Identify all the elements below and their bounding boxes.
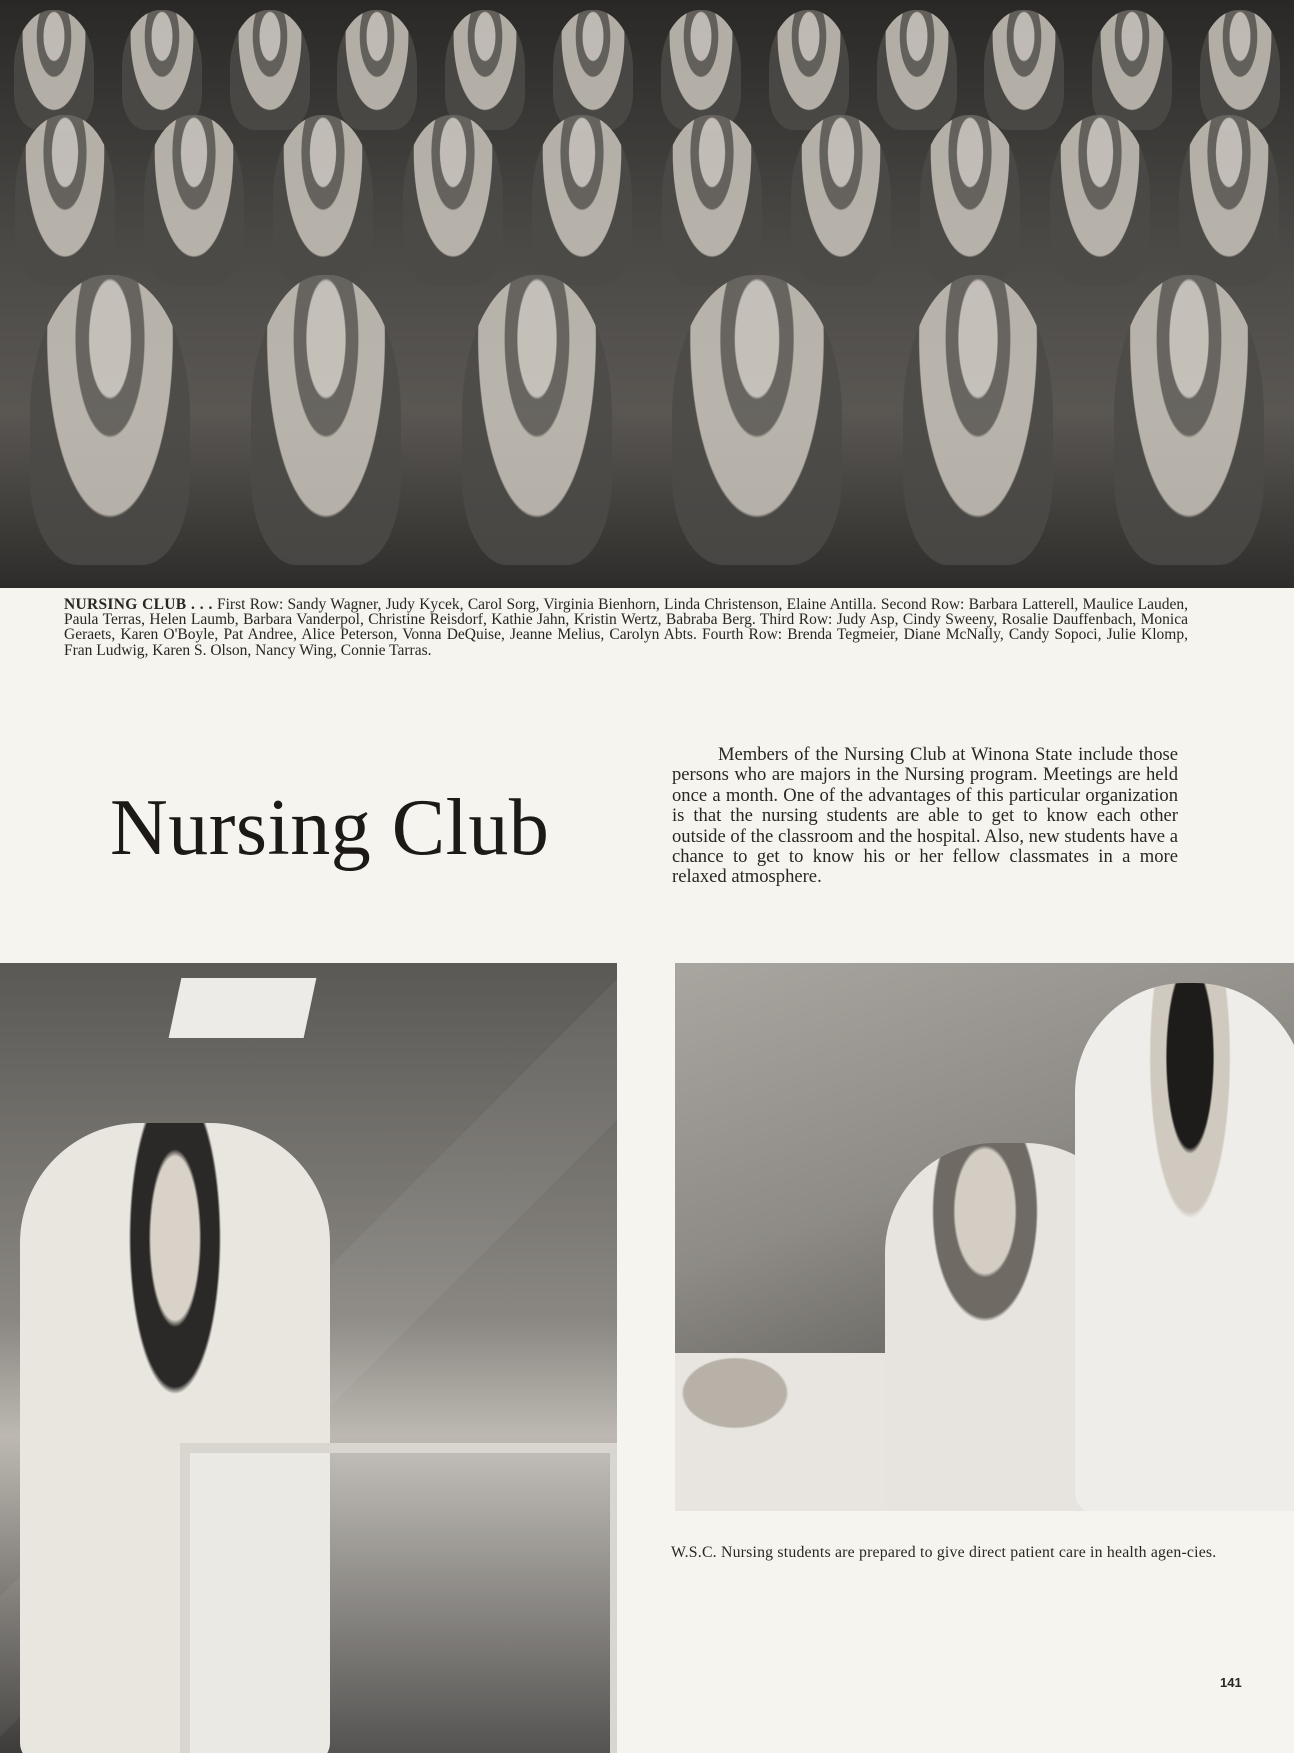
member-figure xyxy=(30,275,190,565)
member-figure xyxy=(230,10,310,130)
group-photo-caption xyxy=(64,597,1188,658)
group-caption-names: First Row: Sandy Wagner, Judy Kycek, Carol Sorg, Virginia Bienhorn, Linda Christenson, Elaine Antilla. Second Row: Barbara Latterell, Maulice Lauden, Paula Terras, Helen Laumb, Barbara Vanderpol, Christine Reisdorf, Kathie Jahn, Kristin Wertz, Babraba Berg. Third Row: Judy Asp, Cindy Sweeny, Rosalie Dauffenbach, Monica Geraets, Karen O'Boyle, Pat Andree, Alice Peterson, Vonna DeQuise, Jeanne Melius, Carolyn Abts. Fourth Row: Brenda Tegmeier, Diane McNally, Candy Sopoci, Julie Klomp, Fran Ludwig, Karen S. Olson, Nancy Wing, Connie Tarras. xyxy=(64,596,1189,659)
member-figure xyxy=(1050,115,1150,285)
patient-care-caption: W.S.C. Nursing students are prepared to give direct patient care in health agen-cies. xyxy=(671,1544,1217,1561)
member-figure xyxy=(1092,10,1172,130)
page-number: 141 xyxy=(1220,1675,1242,1690)
member-figure xyxy=(251,275,401,565)
member-figure xyxy=(14,10,94,130)
member-figure xyxy=(337,10,417,130)
infant-crib xyxy=(180,1443,617,1753)
member-figure xyxy=(769,10,849,130)
group-photo-front-row xyxy=(0,275,1294,565)
member-figure xyxy=(791,115,891,285)
member-figure xyxy=(273,115,373,285)
member-figure xyxy=(403,115,503,285)
member-figure xyxy=(532,115,632,285)
nurse-with-infant-photo xyxy=(0,963,617,1753)
member-figure xyxy=(1200,10,1280,130)
nurses-with-patient-photo xyxy=(675,963,1294,1511)
patient-figure xyxy=(675,1353,915,1511)
member-figure xyxy=(122,10,202,130)
club-description: Members of the Nursing Club at Winona State include those persons who are majors in the Nursing program. Meetings are held once a month. One of the advantages of this particular organization is that the nursing students are able to get to know each other outside of the classroom and the hospital. Also, new students have a chance to get to know his or her fellow classmates in a more relaxed atmosphere. xyxy=(672,744,1178,888)
member-figure xyxy=(445,10,525,130)
member-figure xyxy=(1179,115,1279,285)
page-title: Nursing Club xyxy=(110,784,550,872)
member-figure xyxy=(1114,275,1264,565)
member-figure xyxy=(877,10,957,130)
instructor-figure xyxy=(1075,983,1294,1511)
member-figure xyxy=(144,115,244,285)
member-figure xyxy=(672,275,842,565)
member-figure xyxy=(920,115,1020,285)
member-figure xyxy=(662,115,762,285)
group-caption-lead: NURSING CLUB . . . xyxy=(64,596,213,613)
member-figure xyxy=(984,10,1064,130)
group-photo xyxy=(0,0,1294,588)
member-figure xyxy=(15,115,115,285)
member-figure xyxy=(462,275,612,565)
member-figure xyxy=(903,275,1053,565)
group-photo-third-row xyxy=(0,115,1294,285)
nurse-cap xyxy=(169,978,317,1038)
group-photo-back-row xyxy=(0,10,1294,130)
member-figure xyxy=(553,10,633,130)
member-figure xyxy=(661,10,741,130)
